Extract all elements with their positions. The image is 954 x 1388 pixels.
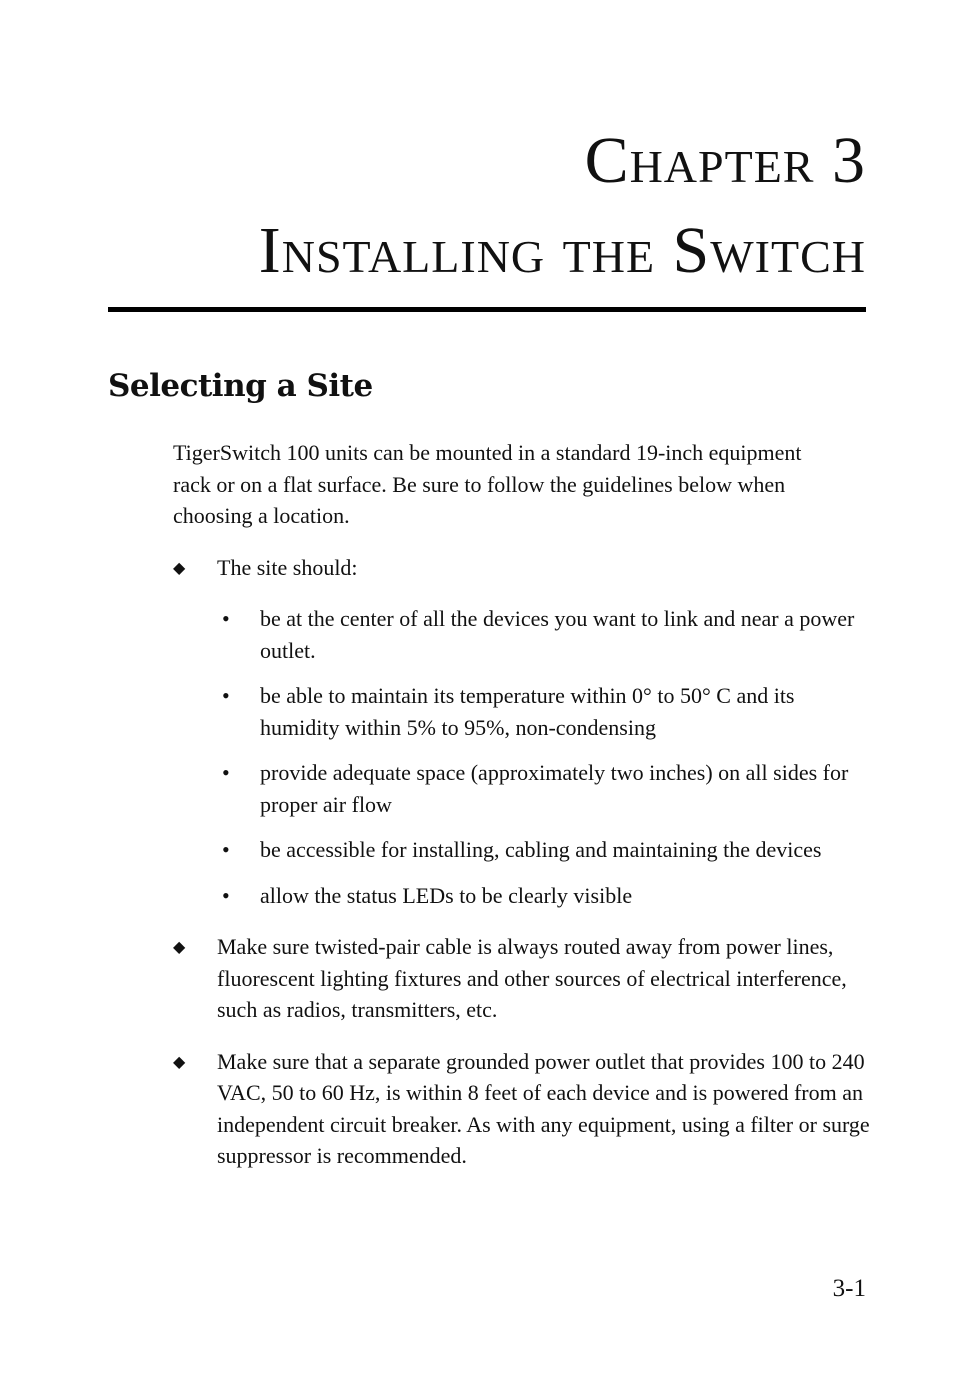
list-item — [173, 1046, 878, 1172]
bullet-icon: • — [222, 606, 230, 631]
chapter-number: Chapter 3 — [584, 124, 866, 197]
list-item-text: Make sure that a separate grounded power outlet that provides 100 to 240 VAC, 50 to 60 Hz, is within 8 feet of each device and is powered from an independent circuit breaker. As with any equipment, using a filter or surge suppressor is recommended. — [217, 1048, 870, 1168]
sub-list-item — [217, 680, 878, 743]
sub-list-item — [217, 757, 878, 820]
list-item — [173, 552, 878, 912]
bullet-icon: • — [222, 882, 230, 908]
section-heading: Selecting a Site — [108, 368, 373, 404]
sub-list-item — [217, 834, 878, 866]
sub-list-item-text: provide adequate space (approximately two inches) on all sides for proper air flow — [260, 760, 849, 817]
sub-list-item — [217, 603, 878, 666]
intro-paragraph: TigerSwitch 100 units can be mounted in a standard 19-inch equipment rack or on a flat surface. Be sure to follow the guidelines below when choosing a location. — [173, 440, 802, 528]
sub-list-item-text: be accessible for installing, cabling and maintaining the devices — [260, 837, 822, 862]
bullet-icon: • — [222, 837, 230, 862]
sub-list-item-text: be at the center of all the devices you want to link and near a power outlet. — [260, 606, 855, 663]
list-item-text: The site should: — [217, 554, 358, 580]
sub-list-item-text: allow the status LEDs to be clearly visible — [260, 882, 633, 908]
diamond-bullet-icon: ◆ — [173, 937, 186, 956]
bullet-icon: • — [222, 760, 230, 785]
bullet-icon: • — [222, 683, 230, 708]
diamond-bullet-icon: ◆ — [173, 1051, 186, 1071]
section-body — [173, 437, 878, 1192]
sub-list-item — [217, 880, 878, 912]
page-number: 3-1 — [832, 1275, 866, 1302]
sub-list — [217, 603, 878, 911]
sub-list-item-text: be able to maintain its temperature within 0° to 50° C and its humidity within 5% to 95%, non-condensing — [260, 683, 795, 740]
title-divider — [108, 307, 866, 312]
diamond-bullet-icon: ◆ — [173, 557, 186, 577]
list-item-text: Make sure twisted-pair cable is always routed away from power lines, fluorescent lighting fixtures and other sources of electrical interference, such as radios, transmitters, etc. — [217, 934, 847, 1022]
chapter-title: Installing the Switch — [258, 214, 866, 287]
list-item — [173, 931, 878, 1026]
